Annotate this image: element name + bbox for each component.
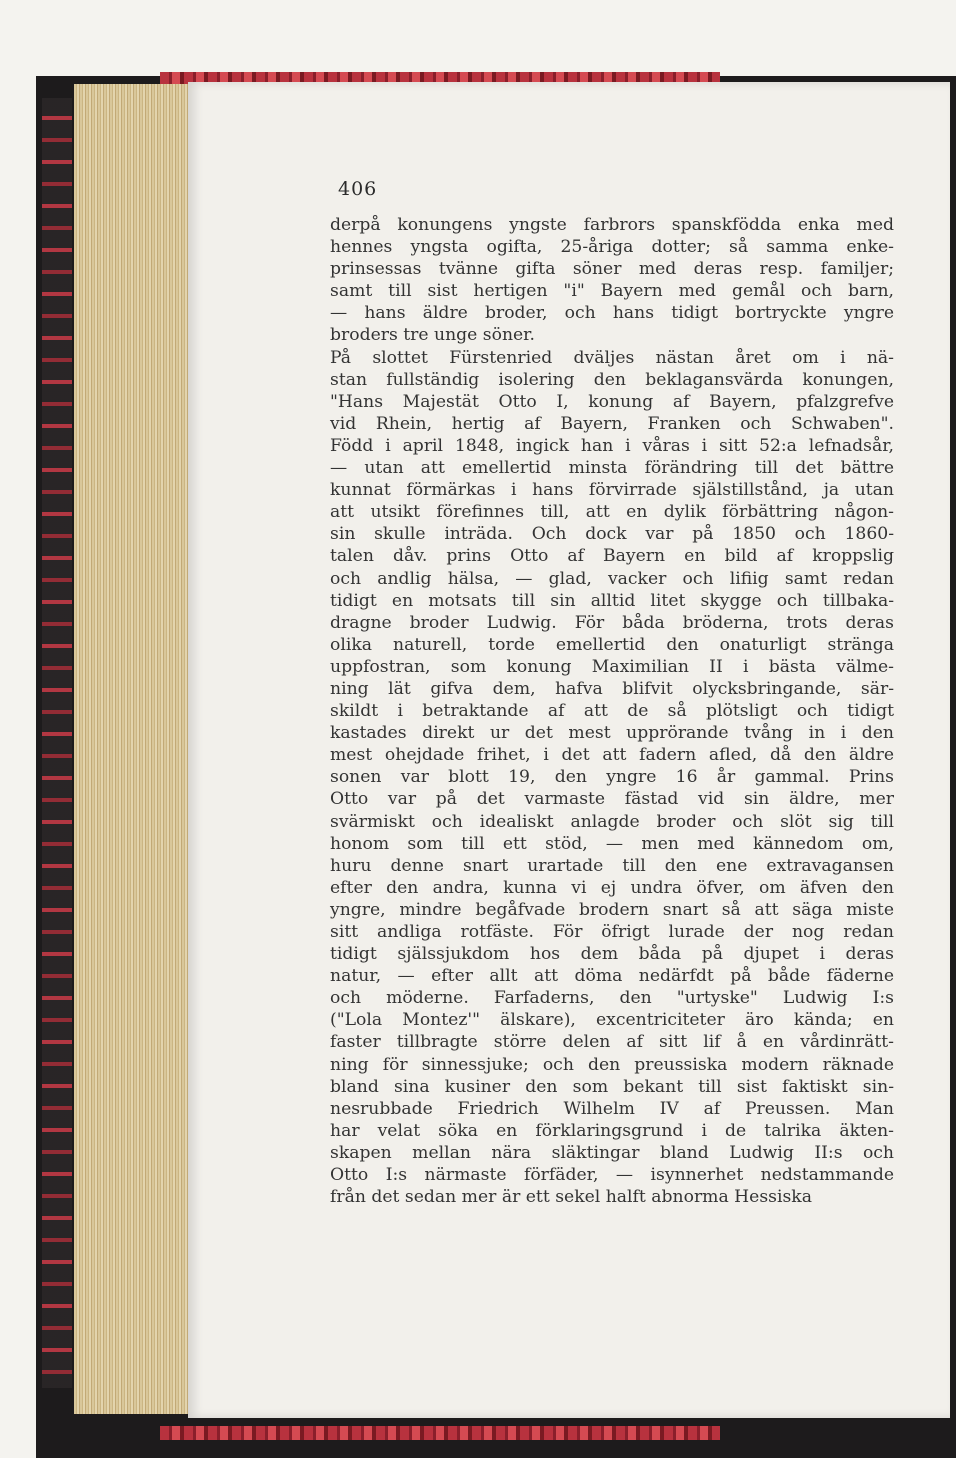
text-line: ning lät gifva dem, hafva blifvit olycksbringande, sär- bbox=[330, 678, 894, 699]
text-line: — utan att emellertid minsta förändring till det bättre bbox=[330, 458, 894, 479]
text-line: Född i april 1848, ingick han i våras i sitt 52:a lefnadsår, bbox=[330, 435, 894, 456]
text-line: samt till sist hertigen "i" Bayern med gemål och barn, bbox=[330, 281, 894, 302]
text-line: mest ohejdade frihet, i det att fadern afled, då den äldre bbox=[330, 745, 894, 766]
text-line: sitt andliga rotfäste. För öfrigt lurade der nog redan bbox=[330, 922, 894, 942]
book-spine bbox=[42, 98, 72, 1388]
text-line: dragne broder Ludwig. För båda bröderna, trots deras bbox=[330, 612, 894, 633]
text-line: sin skulle inträda. Och dock var på 1850 och 1860- bbox=[330, 524, 894, 545]
page-number: 406 bbox=[338, 178, 378, 200]
text-line: svärmiskt och idealiskt anlagde broder och slöt sig till bbox=[330, 811, 894, 832]
text-line: prinsessas tvänne gifta söner med deras resp. familjer; bbox=[330, 259, 894, 280]
text-line: skapen mellan nära släktingar bland Ludwig II:s och bbox=[330, 1142, 894, 1163]
text-line: kastades direkt ur det mest upprörande tvång in i den bbox=[330, 723, 894, 744]
text-line: natur, — efter allt att döma nedärfdt på både fäderne bbox=[330, 966, 894, 987]
text-line: från det sedan mer är ett sekel halft abnorma Hessiska bbox=[330, 1187, 812, 1208]
text-line: Otto var på det varmaste fästad vid sin äldre, mer bbox=[330, 789, 894, 810]
text-line: hennes yngsta ogifta, 25-åriga dotter; så samma enke- bbox=[330, 237, 894, 258]
text-line: ning för sinnessjuke; och den preussiska modern räknade bbox=[330, 1054, 894, 1075]
text-line: bland sina kusiner den som bekant till sist faktiskt sin- bbox=[330, 1076, 894, 1097]
text-line: tidigt själssjukdom hos dem båda på djupet i deras bbox=[330, 944, 894, 965]
text-line: skildt i betraktande af att de så plötsligt och tidigt bbox=[330, 701, 894, 722]
body-text bbox=[330, 214, 894, 1208]
page-edge-bottom bbox=[160, 1426, 720, 1440]
text-line: talen dåv. prins Otto af Bayern en bild af kroppslig bbox=[330, 546, 894, 567]
text-line: stan fullständig isolering den beklagansvärda konungen, bbox=[330, 369, 894, 390]
text-line: efter den andra, kunna vi ej undra öfver, om äfven den bbox=[330, 877, 894, 898]
text-line: yngre, mindre begåfvade brodern snart så att säga miste bbox=[330, 899, 894, 920]
text-line: har velat söka en förklaringsgrund i de talrika äkten- bbox=[330, 1120, 894, 1141]
text-line: nesrubbade Friedrich Wilhelm IV af Preussen. Man bbox=[330, 1098, 894, 1119]
text-line: honom som till ett stöd, — men med kännedom om, bbox=[330, 833, 894, 854]
text-line: och andlig hälsa, — glad, vacker och lifiig samt redan bbox=[330, 568, 894, 589]
text-line: uppfostran, som konung Maximilian II i bästa välme- bbox=[330, 656, 894, 677]
text-line: — hans äldre broder, och hans tidigt bortryckte yngre bbox=[330, 303, 894, 324]
text-line: På slottet Fürstenried dväljes nästan året om i nä- bbox=[330, 347, 894, 368]
text-line: och möderne. Farfaderns, den "urtyske" Ludwig I:s bbox=[330, 988, 894, 1009]
text-line: broders tre unge söner. bbox=[330, 325, 535, 346]
text-line: att utsikt förefinnes till, att en dylik förbättring någon- bbox=[330, 502, 894, 523]
text-line: ("Lola Montez'" älskare), excentriciteter äro kända; en bbox=[330, 1010, 894, 1031]
text-line: huru denne snart urartade till den ene extravagansen bbox=[330, 855, 894, 876]
text-line: olika naturell, torde emellertid den onaturligt stränga bbox=[330, 634, 894, 655]
text-line: sonen var blott 19, den yngre 16 år gammal. Prins bbox=[330, 767, 894, 788]
text-line: vid Rhein, hertig af Bayern, Franken och Schwaben". bbox=[330, 413, 894, 434]
text-line: faster tillbragte större delen af sitt lif å en vårdinrätt- bbox=[330, 1032, 894, 1053]
text-line: "Hans Majestät Otto I, konung af Bayern, pfalzgrefve bbox=[330, 391, 894, 412]
text-line: kunnat förmärkas i hans förvirrade själstillstånd, ja utan bbox=[330, 480, 894, 501]
text-line: derpå konungens yngste farbrors spanskfödda enka med bbox=[330, 215, 894, 235]
page-stack bbox=[74, 84, 190, 1414]
text-line: tidigt en motsats till sin alltid litet skygge och tillbaka- bbox=[330, 590, 894, 611]
text-line: Otto I:s närmaste förfäder, — isynnerhet nedstammande bbox=[330, 1165, 894, 1186]
